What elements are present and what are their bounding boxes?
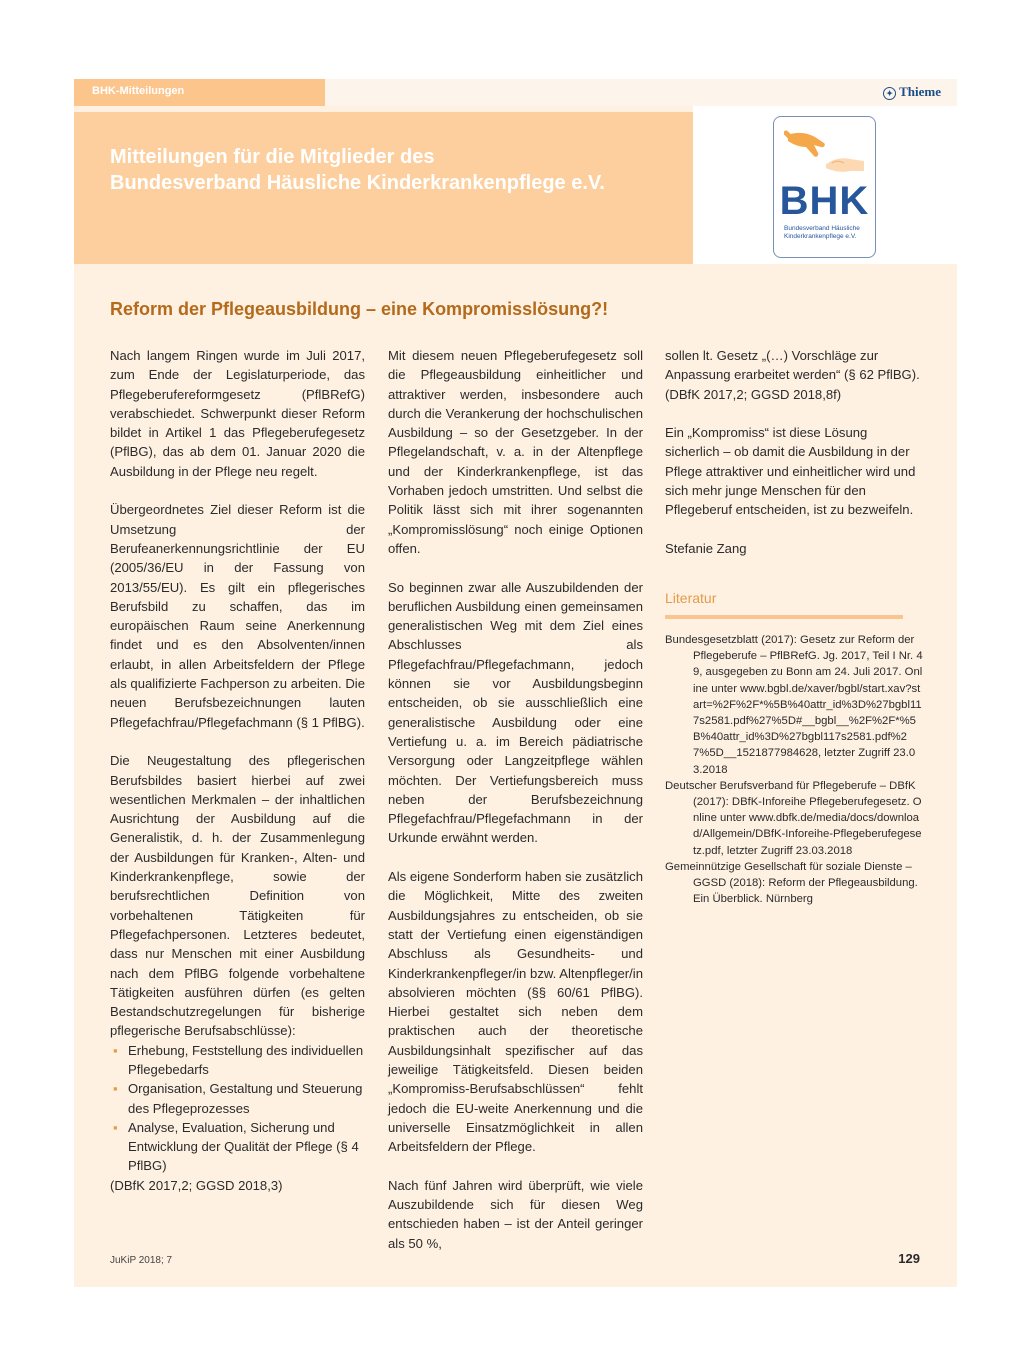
publisher-name: Thieme xyxy=(899,84,941,99)
logo-subtitle xyxy=(784,225,872,241)
publisher-logo xyxy=(883,84,941,100)
paragraph: sollen lt. Gesetz „(…) Vorschläge zur Anpassung erarbeitet werden“ (§ 62 PflBG). (DBfK 2017,2; GGSD 2018,8f) xyxy=(665,348,920,402)
reference-item: Gemeinnützige Gesellschaft für soziale Dienste – GGSD (2018): Reform der Pflegeausbildung. Ein Überblick. Nürnberg xyxy=(665,860,918,906)
citation: (DBfK 2017,2; GGSD 2018,3) xyxy=(110,1177,283,1193)
article-title: Reform der Pflegeausbildung – eine Kompromisslösung?! xyxy=(110,299,609,319)
literature-list xyxy=(665,632,923,907)
journal-citation: JuKiP 2018; 7 xyxy=(110,1255,173,1266)
list-item: ▪ Erhebung, Feststellung des individuellen Pflegebedarfs xyxy=(113,1042,364,1077)
paragraph: Ein „Kompromiss“ ist diese Lösung sicherlich – ob damit die Ausbildung in der Pflege attraktiver und einheitlicher wird und sich mehr junge Menschen für den Pflegeberuf entscheiden, ist zu bezweifeln. xyxy=(665,425,916,518)
header-title xyxy=(110,144,680,196)
logo-area xyxy=(693,106,957,264)
column-2 xyxy=(388,346,643,1253)
section-label-bar xyxy=(74,79,325,106)
paragraph: Als eigene Sonderform haben sie zusätzlich die Möglichkeit, Mitte des zweiten Ausbildungsjahres zu entscheiden, ob sie statt der Vertiefung einen eigenständigen Abschluss als Gesundheits- und Kinderkrankenpfleger/in bzw. Altenpfleger/in absolvieren möchten (§§ 60/61 PflBG). Hierbei gestaltet sich neben dem praktischen auch der theoretische Ausbildungsinhalt spezifischer auf das jeweilige Tätigkeitsfeld. Diesen beiden „Kompromiss-Berufsabschlüssen“ fehlt jedoch die EU-weite Anerkennung und die universelle Einsatzmöglichkeit in allen Arbeitsfeldern der Pflege. xyxy=(388,869,643,1155)
reference-item: Bundesgesetzblatt (2017): Gesetz zur Reform der Pflegeberufe – PflBRefG. Jg. 2017, Teil I Nr. 49, ausgegeben zu Bonn am 24. Juli 2017. Online unter www.bgbl.de/xaver/bgbl/start.xav?start=%2F%2F*%5B%40attr_id%3D%27bgbl117s2581.pdf%27%5D#__bgbl__%2F%2F*%5B%40attr_id%3D%27bgbl117s2581.pdf%27%5D__1521877984628, letzter Zugriff 23.03.2018 xyxy=(665,634,923,776)
column-1 xyxy=(110,346,365,1195)
bullet-icon: ▪ xyxy=(113,1119,118,1135)
header-box xyxy=(74,112,693,264)
section-label: BHK-Mitteilungen xyxy=(92,85,185,97)
bullet-icon: ▪ xyxy=(113,1081,118,1097)
paragraph: Übergeordnetes Ziel dieser Reform ist die Umsetzung der Berufeanerkennungsrichtlinie der EU (2005/36/EU in der Fassung von 2013/55/EU). Es gilt ein pflegerisches Berufsbild zu schaffen, das im europäischen Raum seine Anerkennung findet und es den Absolventen/innen erlaubt, in allen Arbeitsfeldern der Pflege als qualifizierte Fachperson zu arbeiten. Die neuen Berufsbezeichnungen lauten Pflegefachfrau/Pflegefachmann (§ 1 PflBG). xyxy=(110,502,365,730)
thieme-mark-icon: ✦ xyxy=(883,87,896,100)
hands-icon xyxy=(784,125,866,181)
list-item: ▪ Organisation, Gestaltung und Steuerung des Pflegeprozesses xyxy=(113,1081,363,1116)
list-item: ▪ Analyse, Evaluation, Sicherung und Entwicklung der Qualität der Pflege (§ 4 PflBG) xyxy=(113,1119,359,1174)
bullet-icon: ▪ xyxy=(113,1042,118,1058)
bhk-logo xyxy=(773,116,876,258)
paragraph: Nach langem Ringen wurde im Juli 2017, zum Ende der Legislaturperiode, das Pflegeberufereformgesetz (PflBRefG) verabschiedet. Schwerpunkt dieser Reform bildet in Artikel 1 das Pflegeberufegesetz (PflBG), das ab dem 01. Januar 2020 die Ausbildung in der Pflege neu regelt. xyxy=(110,348,365,479)
paragraph: So beginnen zwar alle Auszubildenden der beruflichen Ausbildung einen gemeinsamen generalistischen Weg mit dem Ziel eines Abschlusses als Pflegefachfrau/Pflegefachmann, jedoch können sie vor Ausbildungsbeginn entscheiden, ob sie ausschließlich eine generalistische Ausbildung oder eine Vertiefung u. a. im Bereich pädiatrische Versorgung oder Langzeitpflege wählen möchten. Der Vertiefungsbereich muss neben der Berufsbezeichnung Pflegefachfrau/Pflegefachmann in der Urkunde erwähnt werden. xyxy=(388,579,643,846)
paragraph: Nach fünf Jahren wird überprüft, wie viele Auszubildende sich für diesen Weg entschieden haben – ist der Anteil geringer als 50 %, xyxy=(388,1177,643,1251)
header-title-line1: Mitteilungen für die Mitglieder des xyxy=(110,146,435,168)
publisher-bar xyxy=(325,79,957,106)
logo-subtitle-line2: Kinderkrankenpflege e.V. xyxy=(784,233,857,240)
paragraph: Mit diesem neuen Pflegeberufegesetz soll die Pflegeausbildung einheitlicher und attraktiver werden, insbesondere auch durch die Verankerung der hochschulischen Ausbildung – so der Gesetzgeber. In der Pflegelandschaft, v. a. in der Altenpflege und der Kinderkrankenpflege, ist das Vorhaben jedoch umstritten. Und selbst die Politik lässt sich mit ihrer sogenannten „Kompromisslösung“ noch einige Optionen offen. xyxy=(388,348,643,556)
literature-heading: Literatur xyxy=(665,590,717,606)
column-3 xyxy=(665,346,922,558)
page-number: 129 xyxy=(898,1251,920,1266)
bullet-list xyxy=(110,1041,365,1176)
logo-text: BHK xyxy=(779,179,870,223)
literature-divider xyxy=(665,615,903,619)
author: Stefanie Zang xyxy=(665,540,747,556)
paragraph: Die Neugestaltung des pflegerischen Berufsbildes basiert hierbei auf zwei wesentlichen Merkmalen – der inhaltlichen Ausrichtung der Ausbildung auf die Generalistik, d. h. der Zusammenlegung der Ausbildungen für Kranken-, Alten- und Kinderkrankenpflege, sowie der berufsrechtlichen Definition von vorbehaltenen Tätigkeiten für Pflegefachpersonen. Letzteres bedeutet, dass nur Menschen mit einer Ausbildung nach dem PflBG folgende vorbehaltene Tätigkeiten ausführen dürfen (es gelten Bestandschutzregelungen für bisherige pflegerische Berufsabschlüsse): xyxy=(110,753,365,1039)
reference-item: Deutscher Berufsverband für Pflegeberufe – DBfK (2017): DBfK-Inforeihe Pflegeberufegesetz. Online unter www.dbfk.de/media/docs/download/Allgemein/DBfK-Inforeihe-Pflegeberufegesetz.pdf, letzter Zugriff 23.03.2018 xyxy=(665,779,922,857)
logo-subtitle-line1: Bundesverband Häusliche xyxy=(784,225,860,232)
header-title-line2: Bundesverband Häusliche Kinderkrankenpflege e.V. xyxy=(110,172,605,194)
